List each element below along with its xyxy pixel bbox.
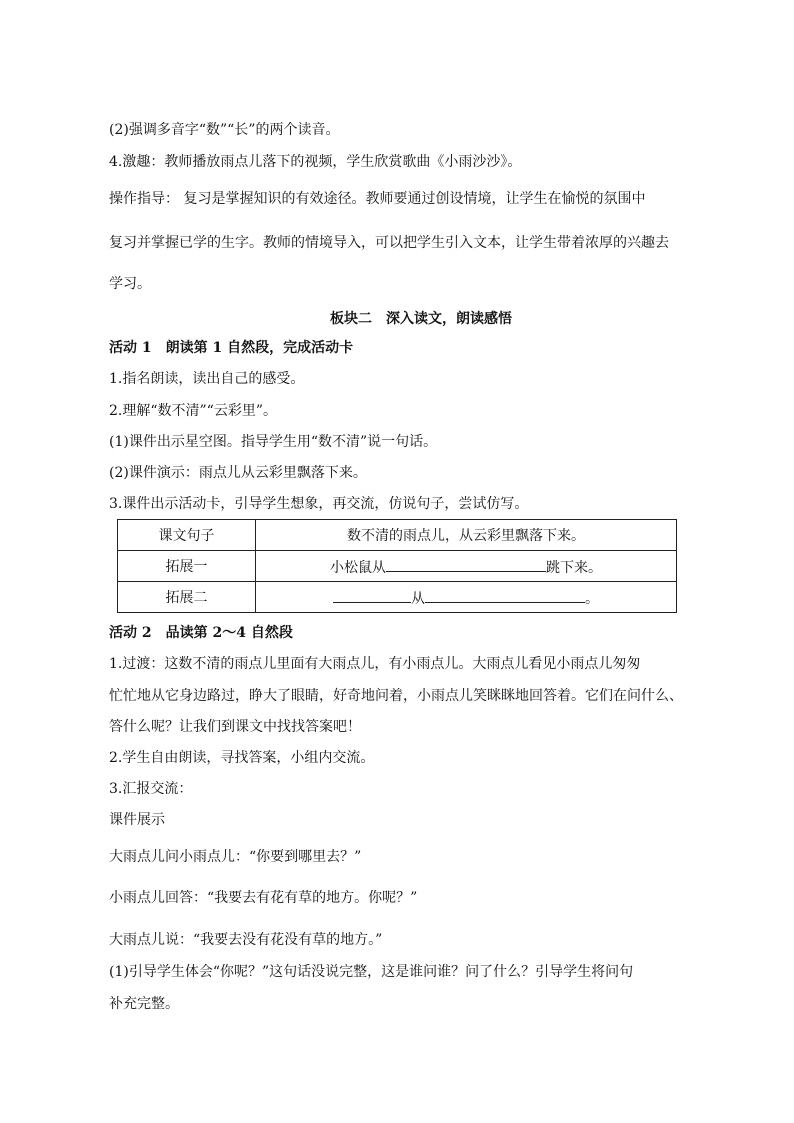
table-row: [118, 520, 677, 551]
fill-blank: [386, 556, 546, 572]
dialogue-line-1: 大雨点儿问小雨点儿：“你要到哪里去？”: [109, 849, 362, 865]
activity1-item-1: 1.指名朗读，读出自己的感受。: [109, 371, 305, 387]
paragraph-guidance-3: 学习。: [109, 276, 151, 292]
table-cell-content: [256, 582, 677, 613]
table-cell-label: 拓展二: [118, 582, 256, 613]
fill-prefix: 小松鼠从: [330, 559, 386, 576]
table-cell-content: 数不清的雨点儿，从云彩里飘落下来。: [256, 520, 677, 551]
fill-blank: [333, 587, 411, 603]
activity2-item-1b: 忙忙地从它身边路过，睁大了眼睛，好奇地问着，小雨点儿笑眯眯地回答着。它们在问什么、: [109, 688, 683, 704]
activity1-item-5: 3.课件出示活动卡，引导学生想象，再交流，仿说句子，尝试仿写。: [109, 496, 529, 512]
activity2-item-3: 3.汇报交流：: [109, 781, 193, 797]
activity1-item-4: (2)课件演示：雨点儿从云彩里飘落下来。: [109, 465, 367, 481]
activity2-item-4b: 补充完整。: [109, 996, 179, 1012]
fill-suffix: 跳下来。: [546, 559, 602, 576]
activity2-item-4: (1)引导学生体会“你呢？”这句话没说完整，这是谁问谁？问了什么？引导学生将问句: [109, 964, 634, 980]
fill-middle: 从: [411, 590, 425, 607]
fill-end: 。: [585, 590, 599, 607]
activity2-item-2: 2.学生自由朗读，寻找答案，小组内交流。: [109, 750, 375, 766]
paragraph-polyphonic: (2)强调多音字“数”“长”的两个读音。: [109, 122, 340, 138]
activity2-title: 活动 2 品读第 2～4 自然段: [109, 625, 293, 641]
paragraph-motivate: 4.激趣：教师播放雨点儿落下的视频，学生欣赏歌曲《小雨沙沙》。: [109, 154, 522, 170]
activity2-item-1: 1.过渡：这数不清的雨点儿里面有大雨点儿，有小雨点儿。大雨点儿看见小雨点儿匆匆: [109, 656, 641, 672]
dialogue-line-2: 小雨点儿回答：“我要去有花有草的地方。你呢？”: [109, 890, 418, 906]
table-cell-label: 课文句子: [118, 520, 256, 551]
activity-card-table: [117, 519, 677, 613]
activity1-item-3: (1)课件出示星空图。指导学生用“数不清”说一句话。: [109, 434, 438, 450]
paragraph-guidance-2: 复习并掌握已学的生字。教师的情境导入，可以把学生引入文本，让学生带着浓厚的兴趣去: [109, 235, 669, 251]
activity1-item-2: 2.理解“数不清”“云彩里”。: [109, 403, 277, 419]
table-row: [118, 551, 677, 582]
paragraph-guidance-1: 操作指导： 复习是掌握知识的有效途径。教师要通过创设情境，让学生在愉悦的氛围中: [109, 191, 646, 207]
fill-blank: [425, 587, 585, 603]
table-row: [118, 582, 677, 613]
dialogue-line-3: 大雨点儿说：“我要去没有花没有草的地方。”: [109, 932, 383, 948]
section-title: 板块二 深入读文，朗读感悟: [330, 311, 512, 327]
activity2-item-1c: 答什么呢？让我们到课文中找找答案吧！: [109, 719, 361, 735]
table-cell-label: 拓展一: [118, 551, 256, 582]
courseware-label: 课件展示: [109, 812, 165, 828]
table-cell-content: [256, 551, 677, 582]
activity1-title: 活动 1 朗读第 1 自然段，完成活动卡: [109, 340, 354, 356]
